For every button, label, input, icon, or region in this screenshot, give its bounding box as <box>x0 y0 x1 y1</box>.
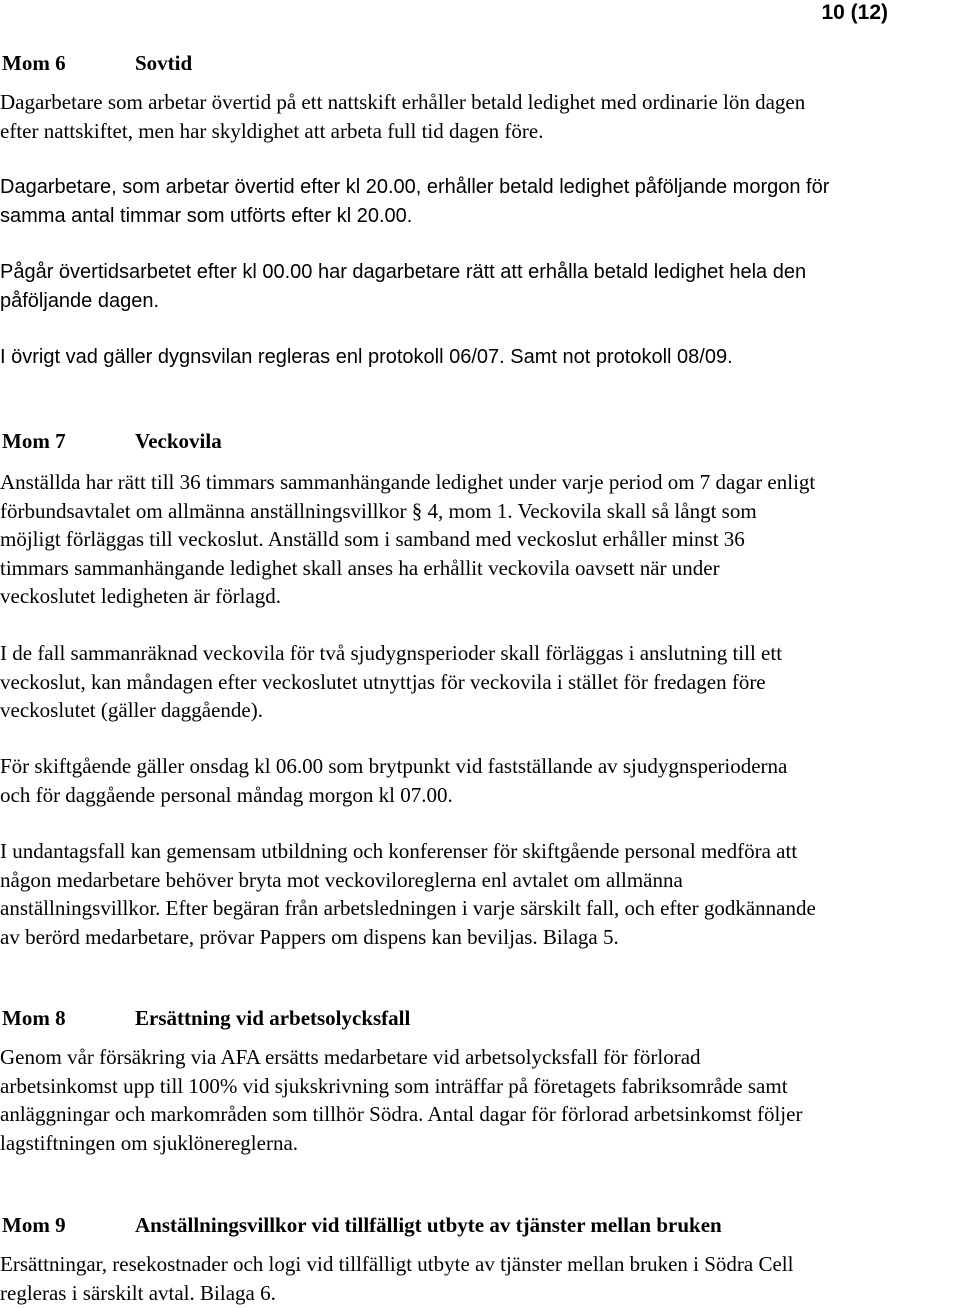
section-number: Mom 7 <box>2 429 66 453</box>
section-title: Anställningsvillkor vid tillfälligt utbyte av tjänster mellan bruken <box>135 1213 722 1237</box>
section-heading <box>2 50 192 76</box>
section-heading <box>2 428 222 454</box>
paragraph: Dagarbetare, som arbetar övertid efter kl 20.00, erhåller betald ledighet påföljande morgon för samma antal timmar som utförts efter kl 20.00. <box>0 176 830 227</box>
paragraph: Genom vår försäkring via AFA ersätts medarbetare vid arbetsolycksfall för förlorad arbetsinkomst upp till 100% vid sjukskrivning som inträffar på företagets fabriksområde samt anläggningar och markområden som tillhör Södra. Antal dagar för förlorad arbetsinkomst följer lagstiftningen om sjuklöneregler​na. <box>0 1045 803 1155</box>
paragraph: I övrigt vad gäller dygnsvilan regleras enl protokoll 06/07. Samt not protokoll 08/09. <box>0 346 733 368</box>
paragraph: I de fall sammanräknad veckovila för två sjudygnsperioder skall förläggas i anslutning till ett veckoslut, kan måndagen efter veckoslutet utnyttjas för veckovila i stället för fredagen före veckoslutet (gäller daggående). <box>0 641 783 722</box>
section-number: Mom 8 <box>2 1006 66 1030</box>
section-title: Sovtid <box>135 51 193 75</box>
section-heading <box>2 1212 722 1238</box>
section-number: Mom 9 <box>2 1213 66 1237</box>
section-title: Ersättning vid arbetsolycksfall <box>135 1006 411 1030</box>
paragraph: I undantagsfall kan gemensam utbildning och konferenser för skiftgående personal medföra att någon medarbetare behöver bryta mot veckoviloreglerna enl avtalet om allmänna anställningsvillkor. Efter begäran från arbetsledningen i varje särskilt fall, och efter godkännande av berörd medarbetare, prövar Pappers om dispens kan beviljas. Bilaga 5. <box>0 839 816 949</box>
paragraph: Pågår övertidsarbetet efter kl 00.00 har dagarbetare rätt att erhålla betald ledighet hela den påföljande dagen. <box>0 261 807 312</box>
section-number: Mom 6 <box>2 51 66 75</box>
page-number: 10 (12) <box>821 1 888 24</box>
paragraph: Ersättningar, resekostnader och logi vid tillfälligt utbyte av tjänster mellan bruken i Södra Cell regleras i särskilt avtal. Bilaga 6. <box>0 1252 794 1305</box>
paragraph: Anställda har rätt till 36 timmars sammanhängande ledighet under varje period om 7 dagar enligt förbundsavtalet om allmänna anställningsvillkor § 4, mom 1. Veckovila skall så långt som möjligt förläggas till veckoslut. Anställd som i samband med veckoslut erhåller minst 36 timmars sammanhängande ledighet skall anses ha erhållit veckovila oavsett när under veckoslutet ledigheten är förlagd. <box>0 470 816 608</box>
section-title: Veckovila <box>135 429 222 453</box>
paragraph: Dagarbetare som arbetar övertid på ett nattskift erhåller betald ledighet med ordinarie lön dagen efter nattskiftet, men har skyldighet att arbeta full tid dagen före. <box>0 90 806 143</box>
section-heading <box>2 1005 410 1031</box>
paragraph: För skiftgående gäller onsdag kl 06.00 som brytpunkt vid fastställande av sjudygnsperioderna och för daggående personal måndag morgon kl 07.00. <box>0 754 788 807</box>
